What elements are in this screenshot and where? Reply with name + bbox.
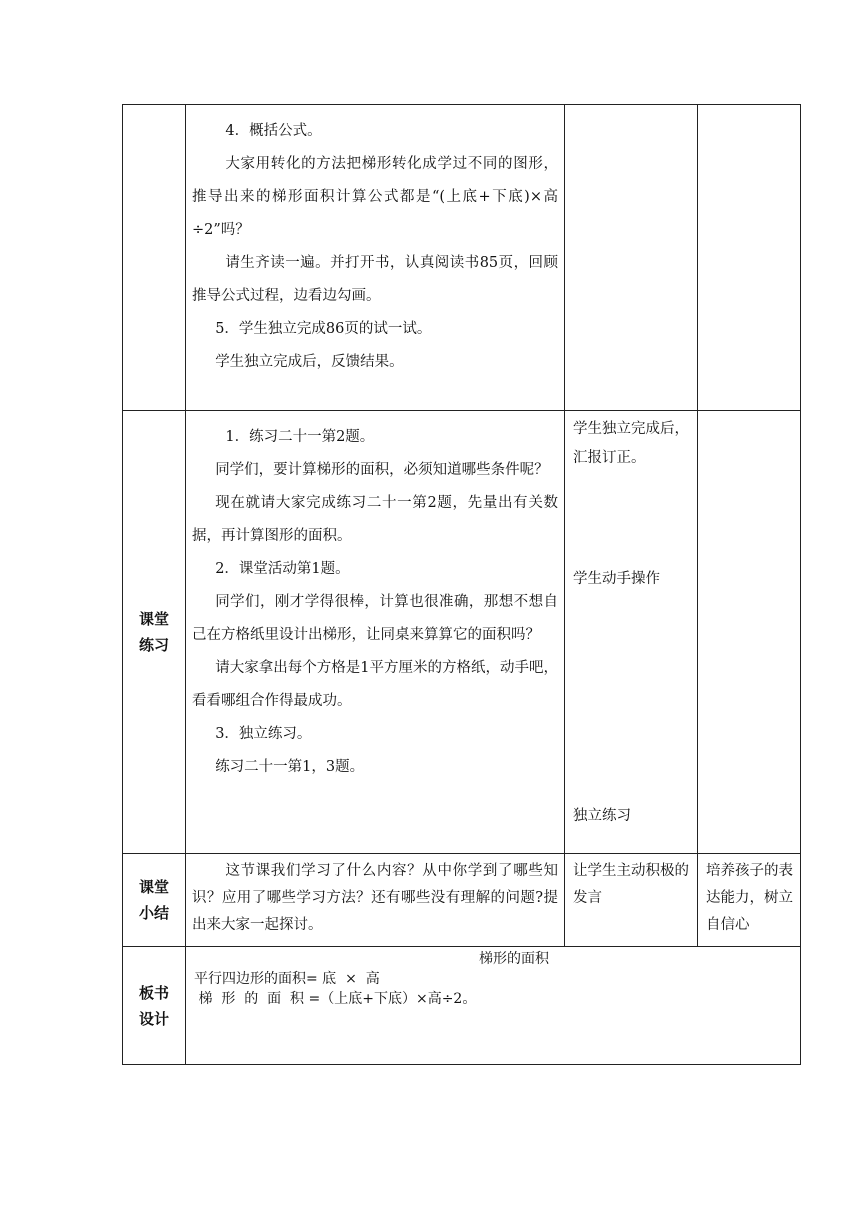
practice-2-heading: 2．课堂活动第1题。 — [215, 561, 350, 577]
summary-intent-cell — [698, 854, 801, 947]
practice-3-heading: 3．独立练习。 — [215, 726, 312, 742]
step-4-heading: 4．概括公式。 — [225, 123, 322, 139]
table-row-summary — [123, 854, 801, 947]
design-intent-cell — [698, 105, 801, 411]
summary-student-cell — [565, 854, 698, 947]
row-label-summary: 课堂 小结 — [123, 854, 186, 947]
practice-process-cell — [186, 411, 565, 854]
summary-intent-text: 培养孩子的表达能力，树立自信心 — [706, 863, 793, 933]
practice-2-task: 请大家拿出每个方格是1平方厘米的方格纸，动手吧，看看哪组合作得最成功。 — [192, 660, 558, 709]
teaching-process-cell — [186, 105, 565, 411]
step-4-question: 大家用转化的方法把梯形转化成学过不同的图形，推导出来的梯形面积计算公式都是“(上底+下底)×高÷2”吗？ — [192, 156, 558, 238]
student-note-2: 学生动手操作 — [573, 571, 660, 587]
practice-3-task: 练习二十一第1，3题。 — [215, 759, 365, 775]
practice-1-heading: 1．练习二十一第2题。 — [225, 429, 375, 445]
table-row-practice — [123, 411, 801, 854]
step-5-feedback: 学生独立完成后，反馈结果。 — [215, 354, 404, 370]
board-line-trapezoid: 梯 形 的 面 积 =（上底+下底）×高÷2。 — [194, 991, 477, 1007]
summary-text-cell — [186, 854, 565, 947]
practice-intent-cell — [698, 411, 801, 854]
board-design-cell — [186, 947, 801, 1065]
practice-student-cell — [565, 411, 698, 854]
step-5-heading: 5．学生独立完成86页的试一试。 — [215, 321, 432, 337]
summary-text: 这节课我们学习了什么内容？从中你学到了哪些知识？应用了哪些学习方法？还有哪些没有理解的问题?提出来大家一起探讨。 — [192, 863, 558, 933]
step-4-reading: 请生齐读一遍。并打开书，认真阅读书85页，回顾推导公式过程，边看边勾画。 — [192, 255, 558, 304]
student-note-3: 独立练习 — [573, 808, 631, 824]
lesson-plan-table — [122, 104, 801, 1065]
practice-2-question: 同学们，刚才学得很棒，计算也很准确，那想不想自己在方格纸里设计出梯形，让同桌来算算它的面积吗？ — [192, 594, 558, 643]
practice-1-task: 现在就请大家完成练习二十一第2题，先量出有关数据，再计算图形的面积。 — [192, 495, 558, 544]
row-label-board: 板书 设计 — [123, 947, 186, 1065]
student-activity-cell — [565, 105, 698, 411]
table-row-board — [123, 947, 801, 1065]
row-label-practice: 课堂 练习 — [123, 411, 186, 854]
board-title: 梯形的面积 — [479, 951, 549, 967]
row-label-empty — [123, 105, 186, 411]
board-line-parallelogram: 平行四边形的面积= 底 × 高 — [194, 971, 380, 987]
student-note-1: 学生独立完成后，汇报订正。 — [573, 421, 689, 466]
summary-student-text: 让学生主动积极的发言 — [573, 863, 689, 906]
table-row-formula — [123, 105, 801, 411]
practice-1-question: 同学们，要计算梯形的面积，必须知道哪些条件呢？ — [215, 462, 549, 478]
